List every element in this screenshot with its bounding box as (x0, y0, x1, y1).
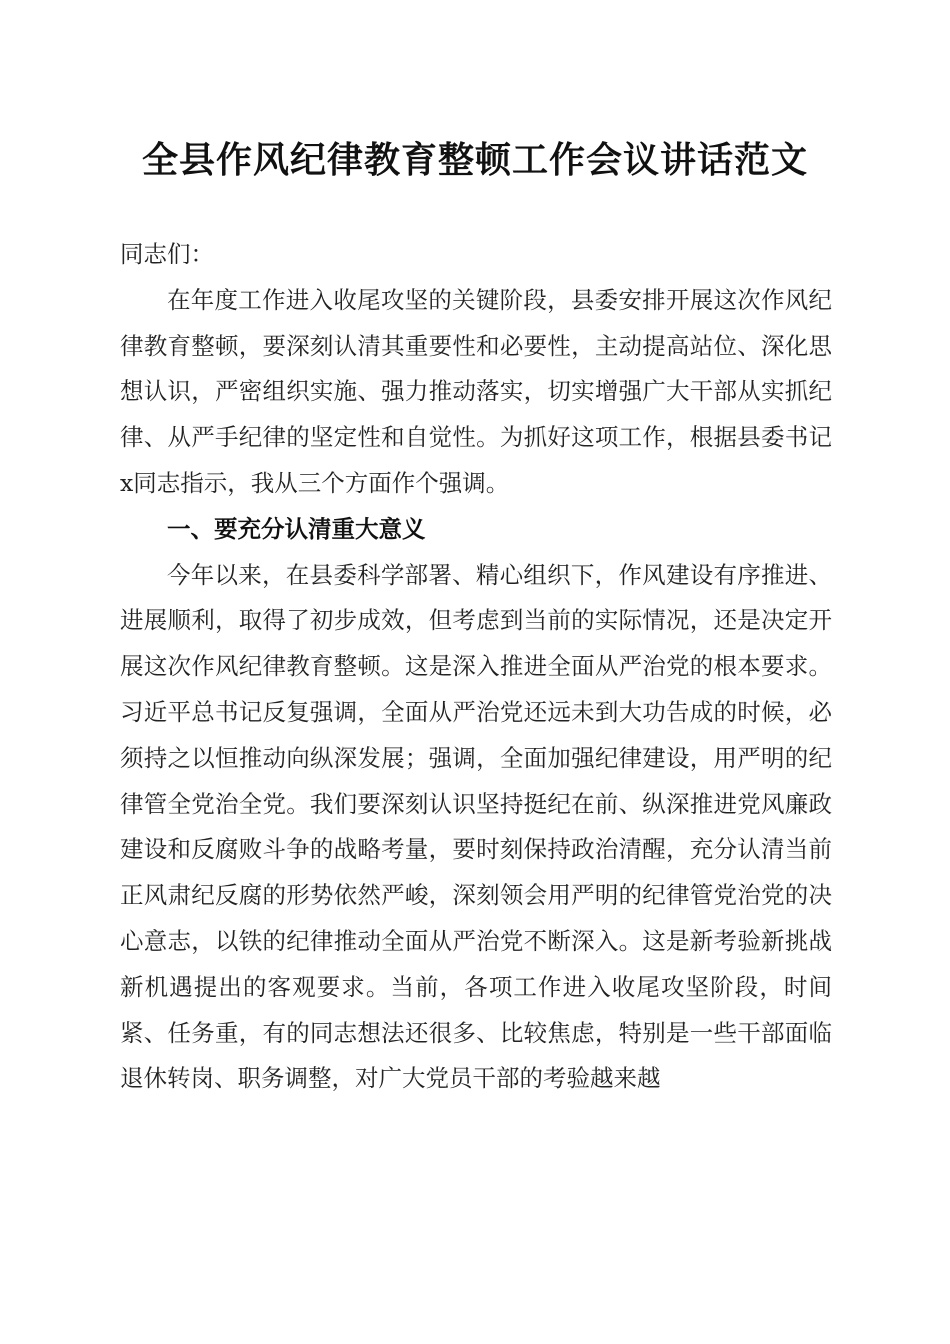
document-title: 全县作风纪律教育整顿工作会议讲话范文 (141, 139, 808, 181)
intro-paragraph: 在年度工作进入收尾攻坚的关键阶段，县委安排开展这次作风纪律教育整顿，要深刻认清其重要性和必要性，主动提高站位、深化思想认识，严密组织实施、强力推动落实，切实增强广大干部从实抓纪律、从严手纪律的坚定性和自觉性。为抓好这项工作，根据县委书记x同志指示，我从三个方面作个强调。 (120, 285, 832, 497)
section-paragraph: 今年以来，在县委科学部署、精心组织下，作风建设有序推进、进展顺利，取得了初步成效，但考虑到当前的实际情况，还是决定开展这次作风纪律教育整顿。这是深入推进全面从严治党的根本要求。习近平总书记反复强调，全面从严治党还远未到大功告成的时候，必须持之以恒推动向纵深发展；强调，全面加强纪律建设，用严明的纪律管全党治全党。我们要深刻认识坚持挺纪在前、纵深推进党风廉政建设和反腐败斗争的战略考量，要时刻保持政治清醒，充分认清当前正风肃纪反腐的形势依然严峻，深刻领会用严明的纪律管党治党的决心意志，以铁的纪律推动全面从严治党不断深入。这是新考验新挑战新机遇提出的客观要求。当前，各项工作进入收尾攻坚阶段，时间紧、任务重，有的同志想法还很多、比较焦虑，特别是一些干部面临退休转岗、职务调整，对广大党员干部的考验越来越 (120, 560, 832, 1093)
salutation: 同志们： (120, 240, 214, 268)
document-body (120, 232, 832, 1102)
section-heading: 一、要充分认清重大意义 (167, 514, 426, 543)
